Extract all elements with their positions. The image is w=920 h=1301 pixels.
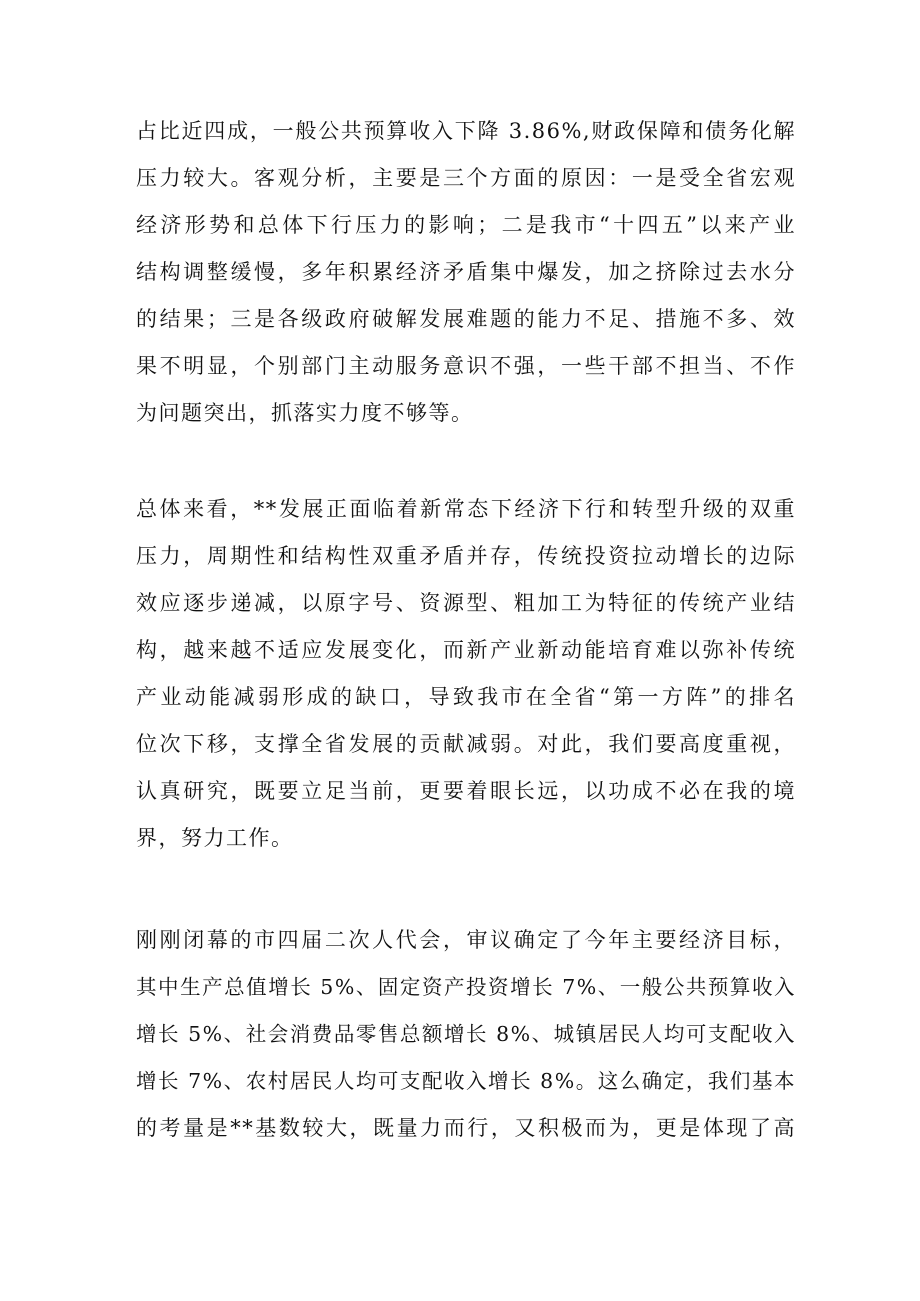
- paragraph-line: 构，越来越不适应发展变化，而新产业新动能培育难以弥补传统: [136, 638, 796, 662]
- paragraph-line: 压力，周期性和结构性双重矛盾并存，传统投资拉动增长的边际: [136, 544, 796, 568]
- paragraph-line: 总体来看，**发展正面临着新常态下经济下行和转型升级的双重: [136, 497, 796, 521]
- paragraph-line: 的考量是**基数较大，既量力而行，又积极而为，更是体现了高: [136, 1116, 796, 1140]
- paragraph-line: 为问题突出，抓落实力度不够等。: [136, 401, 474, 425]
- paragraph-line: 压力较大。客观分析，主要是三个方面的原因：一是受全省宏观: [136, 166, 796, 190]
- paragraph-line: 刚刚闭幕的市四届二次人代会，审议确定了今年主要经济目标，: [136, 928, 796, 952]
- paragraph-line: 结构调整缓慢，多年积累经济矛盾集中爆发，加之挤除过去水分: [136, 260, 796, 284]
- paragraph-1: [136, 108, 796, 437]
- paragraph-line: 认真研究，既要立足当前，更要着眼长远，以功成不必在我的境: [136, 779, 796, 803]
- paragraph-line: 产业动能减弱形成的缺口，导致我市在全省“第一方阵”的排名: [136, 685, 796, 709]
- paragraph-line: 占比近四成，一般公共预算收入下降 3.86%,财政保障和债务化解: [136, 119, 796, 143]
- paragraph-line: 位次下移，支撑全省发展的贡献减弱。对此，我们要高度重视，: [136, 732, 796, 756]
- paragraph-line: 的结果；三是各级政府破解发展难题的能力不足、措施不多、效: [136, 307, 796, 331]
- paragraph-line: 果不明显，个别部门主动服务意识不强，一些干部不担当、不作: [136, 354, 796, 378]
- paragraph-3: [136, 917, 796, 1152]
- paragraph-line: 效应逐步递减，以原字号、资源型、粗加工为特征的传统产业结: [136, 591, 796, 615]
- paragraph-2: [136, 486, 796, 862]
- paragraph-line: 增长 5%、社会消费品零售总额增长 8%、城镇居民人均可支配收入: [136, 1022, 796, 1046]
- paragraph-line: 界，努力工作。: [136, 826, 294, 850]
- paragraph-line: 其中生产总值增长 5%、固定资产投资增长 7%、一般公共预算收入: [136, 975, 796, 999]
- paragraph-line: 经济形势和总体下行压力的影响；二是我市“十四五”以来产业: [136, 213, 796, 237]
- paragraph-line: 增长 7%、农村居民人均可支配收入增长 8%。这么确定，我们基本: [136, 1069, 796, 1093]
